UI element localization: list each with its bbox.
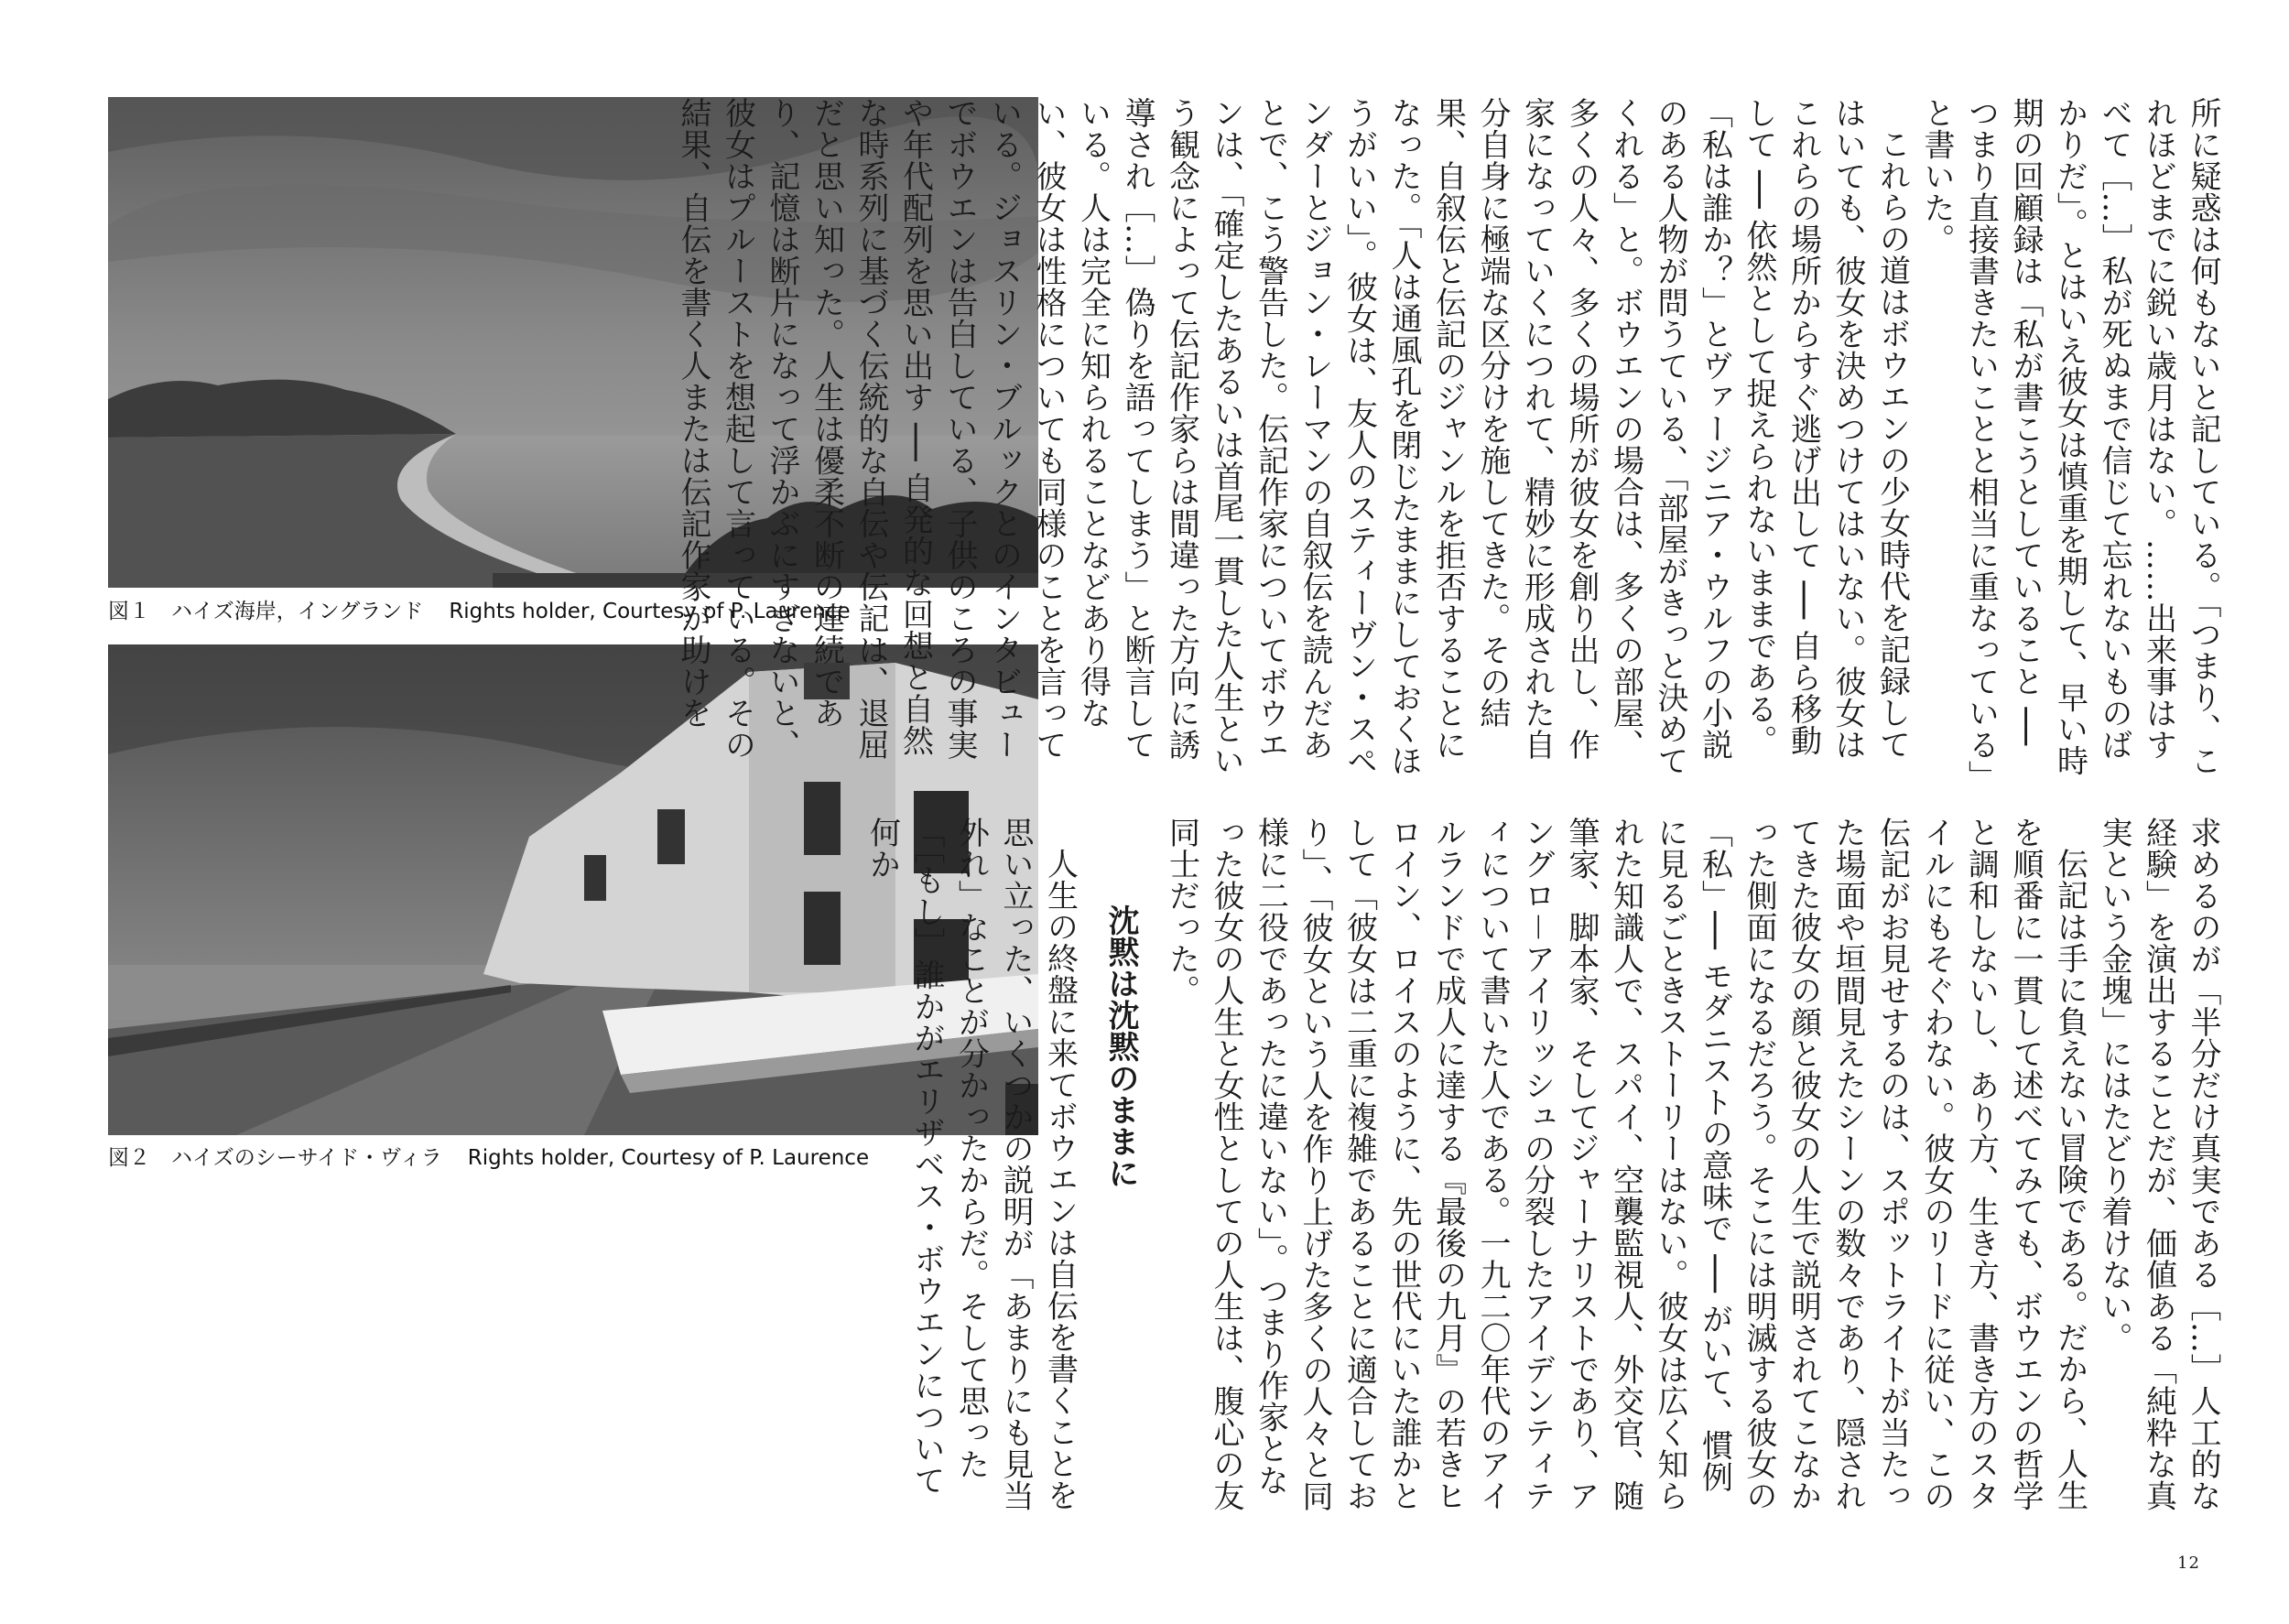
page-number: 12 <box>2177 1554 2200 1573</box>
figure-2-label: 図２ ハイズのシーサイド・ヴィラ <box>108 1146 442 1170</box>
paragraph: 所に疑惑は何もないと記している。「つまり、これほどまでに鋭い歳月はない。……出来事はすべて［…］私が死ぬまで信じて忘れないものばかりだ」。とはいえ彼女は慎重を期して、早い時期の回顧録は「私が書こうとしていること ── つまり直接書きたいことと相当に重なっている」と書いた。 <box>1918 97 2221 776</box>
figure-2-caption <box>108 1141 895 1171</box>
body-text-upper <box>675 97 2225 785</box>
paragraph: 人生の終盤に来てボウエンは自伝を書くことを思い立った、いくつかの説明が「あまりにも見当外れ」なことが分かったからだ。そして思った「［もし］誰かがエリザベス・ボウエンについて何か <box>863 817 1079 1511</box>
figure-2-credit: Rights holder, Courtesy of P. Laurence <box>467 1146 870 1170</box>
section-heading: 沈黙は沈黙のままに <box>1102 904 1139 1189</box>
paragraph: 伝記は手に負えない冒険である。だから、人生を順番に一貫して述べてみても、ボウエンの哲学と調和しないし、あり方、生き方、書き方のスタイルにもそぐわない。彼女のリードに従い、この伝記がお見せするのは、スポットライトが当たった場面や垣間見えたシーンの数々であり、隠されてきた彼女の顔と彼女の人生で説明されてこなかった側面になるだろう。そこには明滅する彼女の「私」── モダニストの意味で ── がいて、慣例に見るごときストーリーはない。彼女は広く知られた知識人で、スパイ、空襲監視人、外交官、随筆家、脚本家、そしてジャーナリストであり、アングロ－アイリッシュの分裂したアイデンティティについて書いた人である。一九二〇年代のアイルランドで成人に達する『最後の九月』の若きヒロイン、ロイスのように、先の世代にいた誰かとして「彼女は二重に複雑であることに適合しており」、「彼女という人を作り上げた多くの人々と同様に二役であったに違いない」。つまり作家となった彼女の人生と女性としての人生は、腹心の友同士だった。 <box>1163 817 2088 1512</box>
paragraph: これらの道はボウエンの少女時代を記録してはいても、彼女を決めつけてはいない。彼女はこれらの場所からすぐ逃げ出して ── 自ら移動して ── 依然として捉えられないままである。「私は誰か？」とヴァージニア・ウルフの小説のある人物が問うている、「部屋がきっと決めてくれる」と。ボウエンの場合は、多くの部屋、多くの人々、多くの場所が彼女を創り出し、作家になっていくにつれて、精妙に形成された自分自身に極端な区分けを施してきた。その結果、自叙伝と伝記のジャンルを拒否することになった。「人は通風孔を閉じたままにしておくほうがいい」。彼女は、友人のスティーヴン・スペンダーとジョン・レーマンの自叙伝を読んだあとで、こう警告した。伝記作家についてボウエンは、「確定したあるいは首尾一貫した人生という観念によって伝記作家らは間違った方向に誘導され［…］偽りを語ってしまう」と断言している。人は完全に知られることなどあり得ない、彼女は性格についても同様のことを言っている。ジョスリン・ブルックとのインタビューでボウエンは告白している、子供のころの事実や年代配列を思い出す ── 自発的な回想と自然な時系列に基づく伝統的な自伝や伝記は、退屈だと思い知った。人生は優柔不断の連続であり、記憶は断片になって浮かぶにすぎないと、彼女はプルーストを想起して言っている。その結果、自伝を書く人または伝記作家が助けを <box>675 97 1911 776</box>
figure-1-credit: Rights holder, Courtesy of P. Laurence <box>449 600 851 623</box>
paragraph: 求めるのが「半分だけ真実である［…］人工的な経験」を演出することだが、価値ある「純粋な真実という金塊」にはたどり着けない。 <box>2096 817 2221 1511</box>
figure-1-label: 図１ ハイズ海岸，イングランド <box>108 600 424 623</box>
body-text-lower <box>863 817 2225 1520</box>
